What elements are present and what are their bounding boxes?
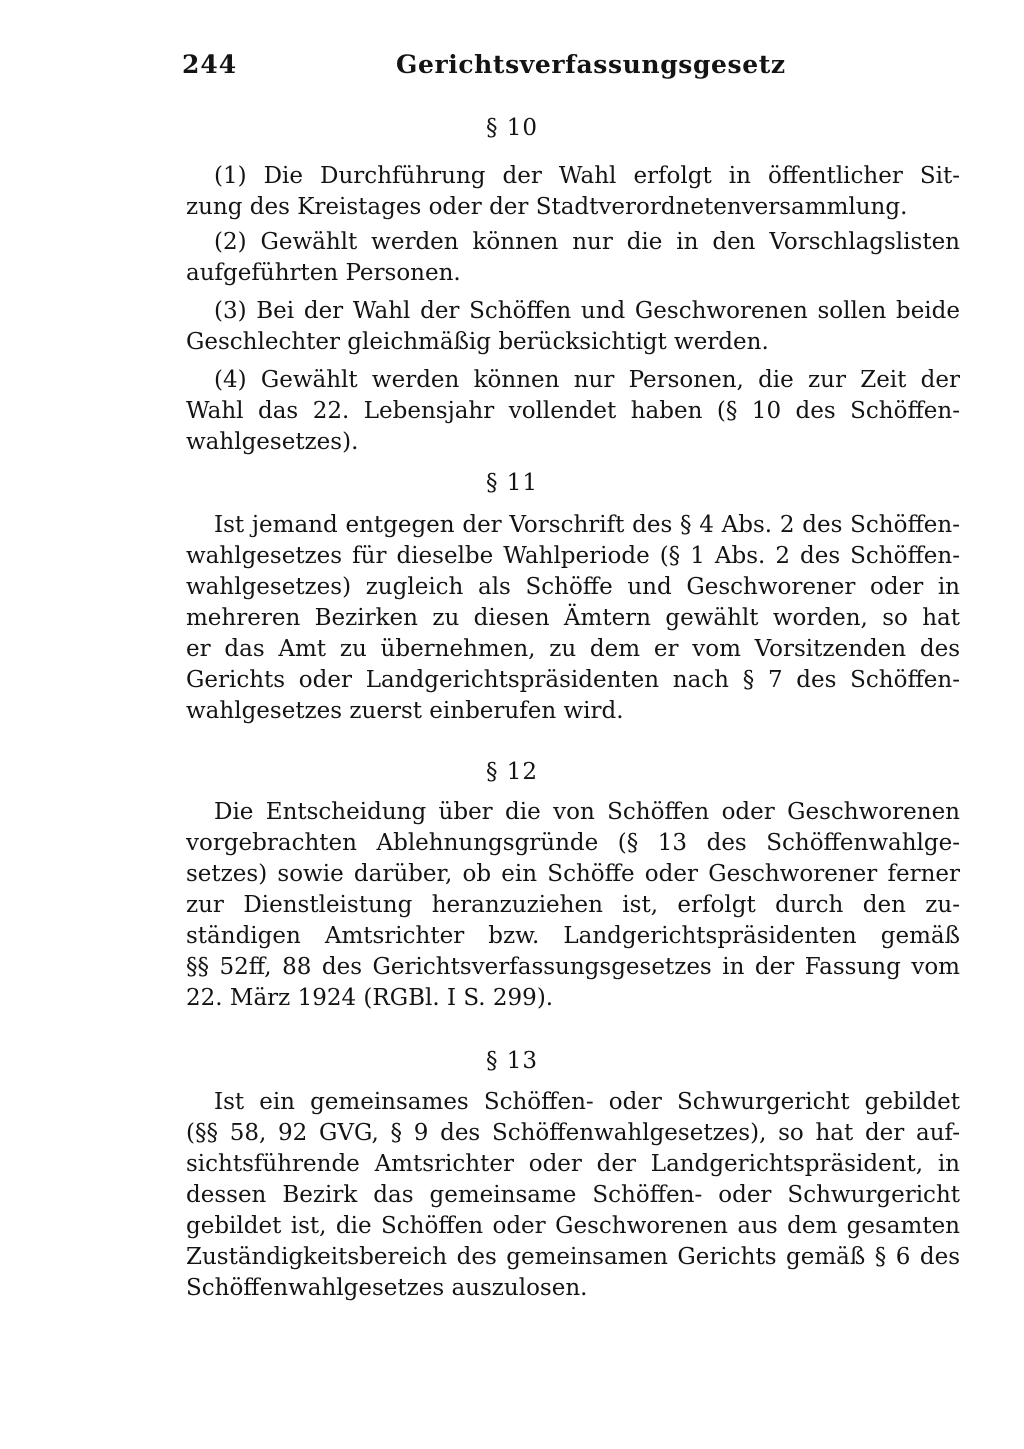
section-heading: § 10 <box>485 115 539 141</box>
text-line: (1) Die Durchführung der Wahl erfolgt in öffentlicher Sit- <box>214 163 960 189</box>
text-line: (4) Gewählt werden können nur Personen, die zur Zeit der <box>214 367 960 393</box>
text-line: Schöffenwahlgesetzes auszulosen. <box>186 1275 588 1301</box>
text-line: setzes) sowie darüber, ob ein Schöffe oder Geschworener ferner <box>186 861 960 887</box>
text-line: mehreren Bezirken zu diesen Ämtern gewählt worden, so hat <box>186 605 960 631</box>
text-line: Wahl das 22. Lebensjahr vollendet haben (§ 10 des Schöffen- <box>186 398 960 424</box>
section-heading: § 11 <box>485 470 539 496</box>
text-line: 22. März 1924 (RGBl. I S. 299). <box>186 985 554 1011</box>
paragraph <box>186 161 960 223</box>
text-line: zur Dienstleistung heranzuziehen ist, erfolgt durch den zu- <box>186 892 960 918</box>
page-number: 244 <box>182 50 238 79</box>
text-line: Gerichts oder Landgerichtspräsidenten nach § 7 des Schöffen- <box>186 667 960 693</box>
text-line: sichtsführende Amtsrichter oder der Landgerichtspräsident, in <box>186 1151 960 1177</box>
text-line: (§§ 58, 92 GVG, § 9 des Schöffenwahlgesetzes), so hat der auf- <box>186 1120 960 1146</box>
text-line: Ist ein gemeinsames Schöffen- oder Schwurgericht gebildet <box>214 1089 960 1115</box>
text-line: Geschlechter gleichmäßig berücksichtigt werden. <box>186 329 769 355</box>
paragraph <box>186 365 960 458</box>
paragraph <box>186 1087 960 1304</box>
text-line: Zuständigkeitsbereich des gemeinsamen Gerichts gemäß § 6 des <box>186 1244 960 1270</box>
text-line: (3) Bei der Wahl der Schöffen und Geschworenen sollen beide <box>214 298 960 324</box>
text-line: gebildet ist, die Schöffen oder Geschworenen aus dem gesamten <box>186 1213 960 1239</box>
text-line: §§ 52ff, 88 des Gerichtsverfassungsgesetzes in der Fassung vom <box>186 954 960 980</box>
text-line: Ist jemand entgegen der Vorschrift des § 4 Abs. 2 des Schöffen- <box>214 512 960 538</box>
paragraph <box>186 227 960 289</box>
paragraph <box>186 510 960 727</box>
text-line: aufgeführten Personen. <box>186 260 461 286</box>
text-line: er das Amt zu übernehmen, zu dem er vom Vorsitzenden des <box>186 636 960 662</box>
text-line: vorgebrachten Ablehnungsgründe (§ 13 des Schöffenwahlge- <box>186 830 960 856</box>
text-line: ständigen Amtsrichter bzw. Landgerichtspräsidenten gemäß <box>186 923 960 949</box>
running-title: Gerichtsverfassungsgesetz <box>396 50 786 79</box>
section-heading: § 12 <box>485 759 539 785</box>
text-line: Die Entscheidung über die von Schöffen oder Geschworenen <box>214 799 960 825</box>
section-heading: § 13 <box>485 1048 539 1074</box>
text-line: wahlgesetzes) zugleich als Schöffe und Geschworener oder in <box>186 574 960 600</box>
text-line: wahlgesetzes für dieselbe Wahlperiode (§ 1 Abs. 2 des Schöffen- <box>186 543 960 569</box>
paragraph <box>186 797 960 1014</box>
text-line: dessen Bezirk das gemeinsame Schöffen- oder Schwurgericht <box>186 1182 960 1208</box>
page-header <box>182 50 786 90</box>
text-line: zung des Kreistages oder der Stadtverordnetenversammlung. <box>186 194 908 220</box>
text-line: wahlgesetzes zuerst einberufen wird. <box>186 698 624 724</box>
paragraph <box>186 296 960 358</box>
text-line: (2) Gewählt werden können nur die in den Vorschlagslisten <box>214 229 960 255</box>
text-line: wahlgesetzes). <box>186 429 359 455</box>
